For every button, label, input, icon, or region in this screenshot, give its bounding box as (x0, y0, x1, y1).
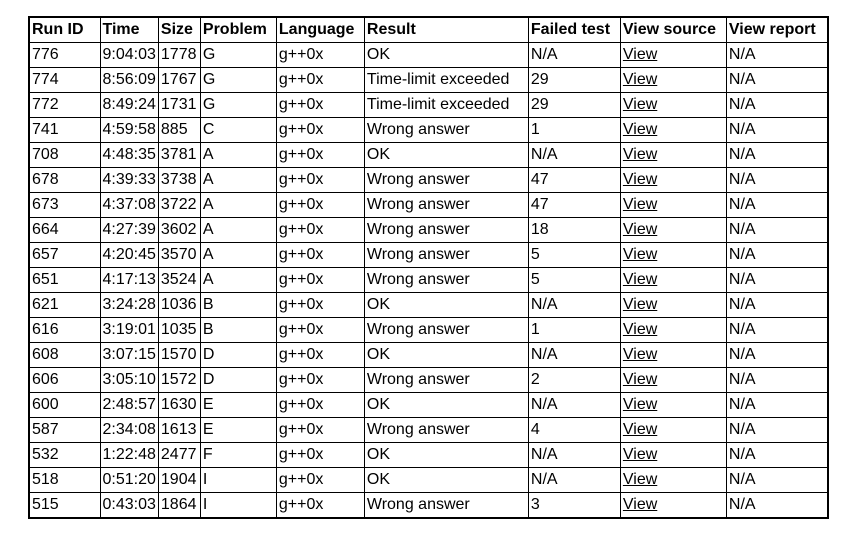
run-id-cell: 673 (29, 193, 100, 218)
table-row (29, 43, 828, 68)
table-row (29, 418, 828, 443)
size-cell: 1613 (158, 418, 200, 443)
result-cell: Wrong answer (364, 168, 528, 193)
time-cell: 0:51:20 (100, 468, 158, 493)
size-cell: 1630 (158, 393, 200, 418)
time-cell: 1:22:48 (100, 443, 158, 468)
failed-test-cell: 18 (528, 218, 620, 243)
view-report-cell: N/A (726, 93, 828, 118)
problem-cell: G (200, 68, 276, 93)
size-cell: 3738 (158, 168, 200, 193)
table-row (29, 393, 828, 418)
view-source-cell (620, 218, 726, 243)
view-source-cell (620, 168, 726, 193)
time-cell: 3:24:28 (100, 293, 158, 318)
failed-test-cell: 47 (528, 193, 620, 218)
size-cell: 3781 (158, 143, 200, 168)
run-id-cell: 651 (29, 268, 100, 293)
header-run-id: Run ID (29, 17, 100, 43)
language-cell: g++0x (276, 118, 364, 143)
run-id-cell: 772 (29, 93, 100, 118)
view-source-link[interactable]: View (622, 321, 658, 338)
problem-cell: C (200, 118, 276, 143)
header-language: Language (276, 17, 364, 43)
view-source-link[interactable]: View (622, 146, 658, 163)
problem-cell: A (200, 168, 276, 193)
failed-test-cell: 29 (528, 68, 620, 93)
run-id-cell: 678 (29, 168, 100, 193)
failed-test-cell: 5 (528, 243, 620, 268)
view-source-link[interactable]: View (622, 396, 658, 413)
problem-cell: B (200, 293, 276, 318)
view-source-cell (620, 418, 726, 443)
view-report-cell: N/A (726, 43, 828, 68)
view-source-link[interactable]: View (622, 346, 658, 363)
header-failed-test: Failed test (528, 17, 620, 43)
header-time: Time (100, 17, 158, 43)
time-cell: 4:59:58 (100, 118, 158, 143)
table-row (29, 193, 828, 218)
size-cell: 1572 (158, 368, 200, 393)
size-cell: 1570 (158, 343, 200, 368)
failed-test-cell: 3 (528, 493, 620, 519)
result-cell: Wrong answer (364, 193, 528, 218)
problem-cell: E (200, 393, 276, 418)
time-cell: 3:19:01 (100, 318, 158, 343)
size-cell: 1904 (158, 468, 200, 493)
view-source-link[interactable]: View (622, 71, 658, 88)
view-report-cell: N/A (726, 393, 828, 418)
table-row (29, 268, 828, 293)
view-report-cell: N/A (726, 143, 828, 168)
run-id-cell: 606 (29, 368, 100, 393)
time-cell: 4:20:45 (100, 243, 158, 268)
view-source-link[interactable]: View (622, 196, 658, 213)
result-cell: OK (364, 43, 528, 68)
size-cell: 885 (158, 118, 200, 143)
language-cell: g++0x (276, 443, 364, 468)
size-cell: 3602 (158, 218, 200, 243)
language-cell: g++0x (276, 293, 364, 318)
view-source-link[interactable]: View (622, 96, 658, 113)
result-cell: Wrong answer (364, 243, 528, 268)
header-view-report: View report (726, 17, 828, 43)
language-cell: g++0x (276, 143, 364, 168)
time-cell: 4:17:13 (100, 268, 158, 293)
result-cell: OK (364, 468, 528, 493)
view-report-cell: N/A (726, 118, 828, 143)
run-id-cell: 741 (29, 118, 100, 143)
problem-cell: G (200, 43, 276, 68)
table-row (29, 318, 828, 343)
problem-cell: D (200, 368, 276, 393)
runs-body (29, 43, 828, 519)
result-cell: Wrong answer (364, 318, 528, 343)
view-source-link[interactable]: View (622, 446, 658, 463)
view-report-cell: N/A (726, 368, 828, 393)
size-cell: 1035 (158, 318, 200, 343)
language-cell: g++0x (276, 243, 364, 268)
failed-test-cell: 1 (528, 118, 620, 143)
table-row (29, 368, 828, 393)
run-id-cell: 587 (29, 418, 100, 443)
failed-test-cell: N/A (528, 143, 620, 168)
view-report-cell: N/A (726, 468, 828, 493)
size-cell: 1864 (158, 493, 200, 519)
view-source-cell (620, 68, 726, 93)
language-cell: g++0x (276, 168, 364, 193)
table-row (29, 468, 828, 493)
table-row (29, 68, 828, 93)
failed-test-cell: N/A (528, 293, 620, 318)
view-source-cell (620, 318, 726, 343)
table-row (29, 293, 828, 318)
problem-cell: A (200, 268, 276, 293)
view-source-link[interactable]: View (622, 246, 658, 263)
failed-test-cell: N/A (528, 343, 620, 368)
run-id-cell: 608 (29, 343, 100, 368)
problem-cell: A (200, 143, 276, 168)
table-row (29, 218, 828, 243)
result-cell: OK (364, 443, 528, 468)
view-source-cell (620, 118, 726, 143)
failed-test-cell: N/A (528, 468, 620, 493)
table-row (29, 443, 828, 468)
size-cell: 1778 (158, 43, 200, 68)
problem-cell: E (200, 418, 276, 443)
run-id-cell: 600 (29, 393, 100, 418)
table-row (29, 168, 828, 193)
view-report-cell: N/A (726, 443, 828, 468)
failed-test-cell: 2 (528, 368, 620, 393)
view-source-cell (620, 293, 726, 318)
size-cell: 1767 (158, 68, 200, 93)
problem-cell: D (200, 343, 276, 368)
problem-cell: F (200, 443, 276, 468)
language-cell: g++0x (276, 218, 364, 243)
view-source-link[interactable]: View (622, 496, 658, 513)
time-cell: 3:05:10 (100, 368, 158, 393)
time-cell: 4:48:35 (100, 143, 158, 168)
view-source-cell (620, 343, 726, 368)
result-cell: Wrong answer (364, 418, 528, 443)
problem-cell: G (200, 93, 276, 118)
header-result: Result (364, 17, 528, 43)
table-row (29, 343, 828, 368)
result-cell: OK (364, 293, 528, 318)
size-cell: 2477 (158, 443, 200, 468)
size-cell: 3570 (158, 243, 200, 268)
view-source-cell (620, 193, 726, 218)
run-id-cell: 621 (29, 293, 100, 318)
runs-table (28, 16, 829, 519)
view-source-cell (620, 368, 726, 393)
language-cell: g++0x (276, 318, 364, 343)
view-report-cell: N/A (726, 493, 828, 519)
run-id-cell: 616 (29, 318, 100, 343)
view-source-cell (620, 43, 726, 68)
time-cell: 8:56:09 (100, 68, 158, 93)
failed-test-cell: N/A (528, 393, 620, 418)
view-source-link[interactable]: View (622, 371, 658, 388)
run-id-cell: 774 (29, 68, 100, 93)
view-source-cell (620, 493, 726, 519)
table-row (29, 493, 828, 519)
view-source-link[interactable]: View (622, 171, 658, 188)
view-source-link[interactable]: View (622, 271, 658, 288)
time-cell: 2:34:08 (100, 418, 158, 443)
view-report-cell: N/A (726, 318, 828, 343)
language-cell: g++0x (276, 268, 364, 293)
table-row (29, 143, 828, 168)
problem-cell: A (200, 193, 276, 218)
result-cell: Wrong answer (364, 493, 528, 519)
size-cell: 1036 (158, 293, 200, 318)
table-row (29, 243, 828, 268)
view-report-cell: N/A (726, 218, 828, 243)
run-id-cell: 664 (29, 218, 100, 243)
run-id-cell: 708 (29, 143, 100, 168)
failed-test-cell: 1 (528, 318, 620, 343)
language-cell: g++0x (276, 493, 364, 519)
view-report-cell: N/A (726, 193, 828, 218)
time-cell: 9:04:03 (100, 43, 158, 68)
view-report-cell: N/A (726, 268, 828, 293)
problem-cell: B (200, 318, 276, 343)
failed-test-cell: 47 (528, 168, 620, 193)
failed-test-cell: N/A (528, 443, 620, 468)
failed-test-cell: 5 (528, 268, 620, 293)
view-source-cell (620, 143, 726, 168)
language-cell: g++0x (276, 468, 364, 493)
header-size: Size (158, 17, 200, 43)
time-cell: 2:48:57 (100, 393, 158, 418)
language-cell: g++0x (276, 193, 364, 218)
run-id-cell: 518 (29, 468, 100, 493)
failed-test-cell: N/A (528, 43, 620, 68)
time-cell: 8:49:24 (100, 93, 158, 118)
time-cell: 4:39:33 (100, 168, 158, 193)
size-cell: 1731 (158, 93, 200, 118)
language-cell: g++0x (276, 418, 364, 443)
view-report-cell: N/A (726, 293, 828, 318)
run-id-cell: 515 (29, 493, 100, 519)
language-cell: g++0x (276, 43, 364, 68)
view-source-cell (620, 443, 726, 468)
view-report-cell: N/A (726, 418, 828, 443)
size-cell: 3722 (158, 193, 200, 218)
failed-test-cell: 29 (528, 93, 620, 118)
header-row (29, 17, 828, 43)
run-id-cell: 657 (29, 243, 100, 268)
view-report-cell: N/A (726, 168, 828, 193)
view-report-cell: N/A (726, 68, 828, 93)
result-cell: Wrong answer (364, 218, 528, 243)
problem-cell: A (200, 243, 276, 268)
view-source-link[interactable]: View (622, 421, 658, 438)
view-source-link[interactable]: View (622, 46, 658, 63)
view-source-cell (620, 243, 726, 268)
result-cell: Wrong answer (364, 368, 528, 393)
header-problem: Problem (200, 17, 276, 43)
view-source-link[interactable]: View (622, 221, 658, 238)
run-id-cell: 776 (29, 43, 100, 68)
language-cell: g++0x (276, 393, 364, 418)
failed-test-cell: 4 (528, 418, 620, 443)
problem-cell: A (200, 218, 276, 243)
problem-cell: I (200, 468, 276, 493)
language-cell: g++0x (276, 343, 364, 368)
view-source-cell (620, 93, 726, 118)
view-source-cell (620, 268, 726, 293)
problem-cell: I (200, 493, 276, 519)
size-cell: 3524 (158, 268, 200, 293)
result-cell: Wrong answer (364, 268, 528, 293)
time-cell: 4:27:39 (100, 218, 158, 243)
view-source-cell (620, 393, 726, 418)
view-source-link[interactable]: View (622, 121, 658, 138)
time-cell: 3:07:15 (100, 343, 158, 368)
run-id-cell: 532 (29, 443, 100, 468)
language-cell: g++0x (276, 368, 364, 393)
time-cell: 0:43:03 (100, 493, 158, 519)
view-source-link[interactable]: View (622, 471, 658, 488)
view-source-cell (620, 468, 726, 493)
result-cell: OK (364, 143, 528, 168)
result-cell: Wrong answer (364, 118, 528, 143)
header-view-source: View source (620, 17, 726, 43)
view-report-cell: N/A (726, 243, 828, 268)
result-cell: OK (364, 343, 528, 368)
table-row (29, 118, 828, 143)
result-cell: Time-limit exceeded (364, 68, 528, 93)
language-cell: g++0x (276, 68, 364, 93)
time-cell: 4:37:08 (100, 193, 158, 218)
result-cell: Time-limit exceeded (364, 93, 528, 118)
view-source-link[interactable]: View (622, 296, 658, 313)
result-cell: OK (364, 393, 528, 418)
language-cell: g++0x (276, 93, 364, 118)
view-report-cell: N/A (726, 343, 828, 368)
table-row (29, 93, 828, 118)
